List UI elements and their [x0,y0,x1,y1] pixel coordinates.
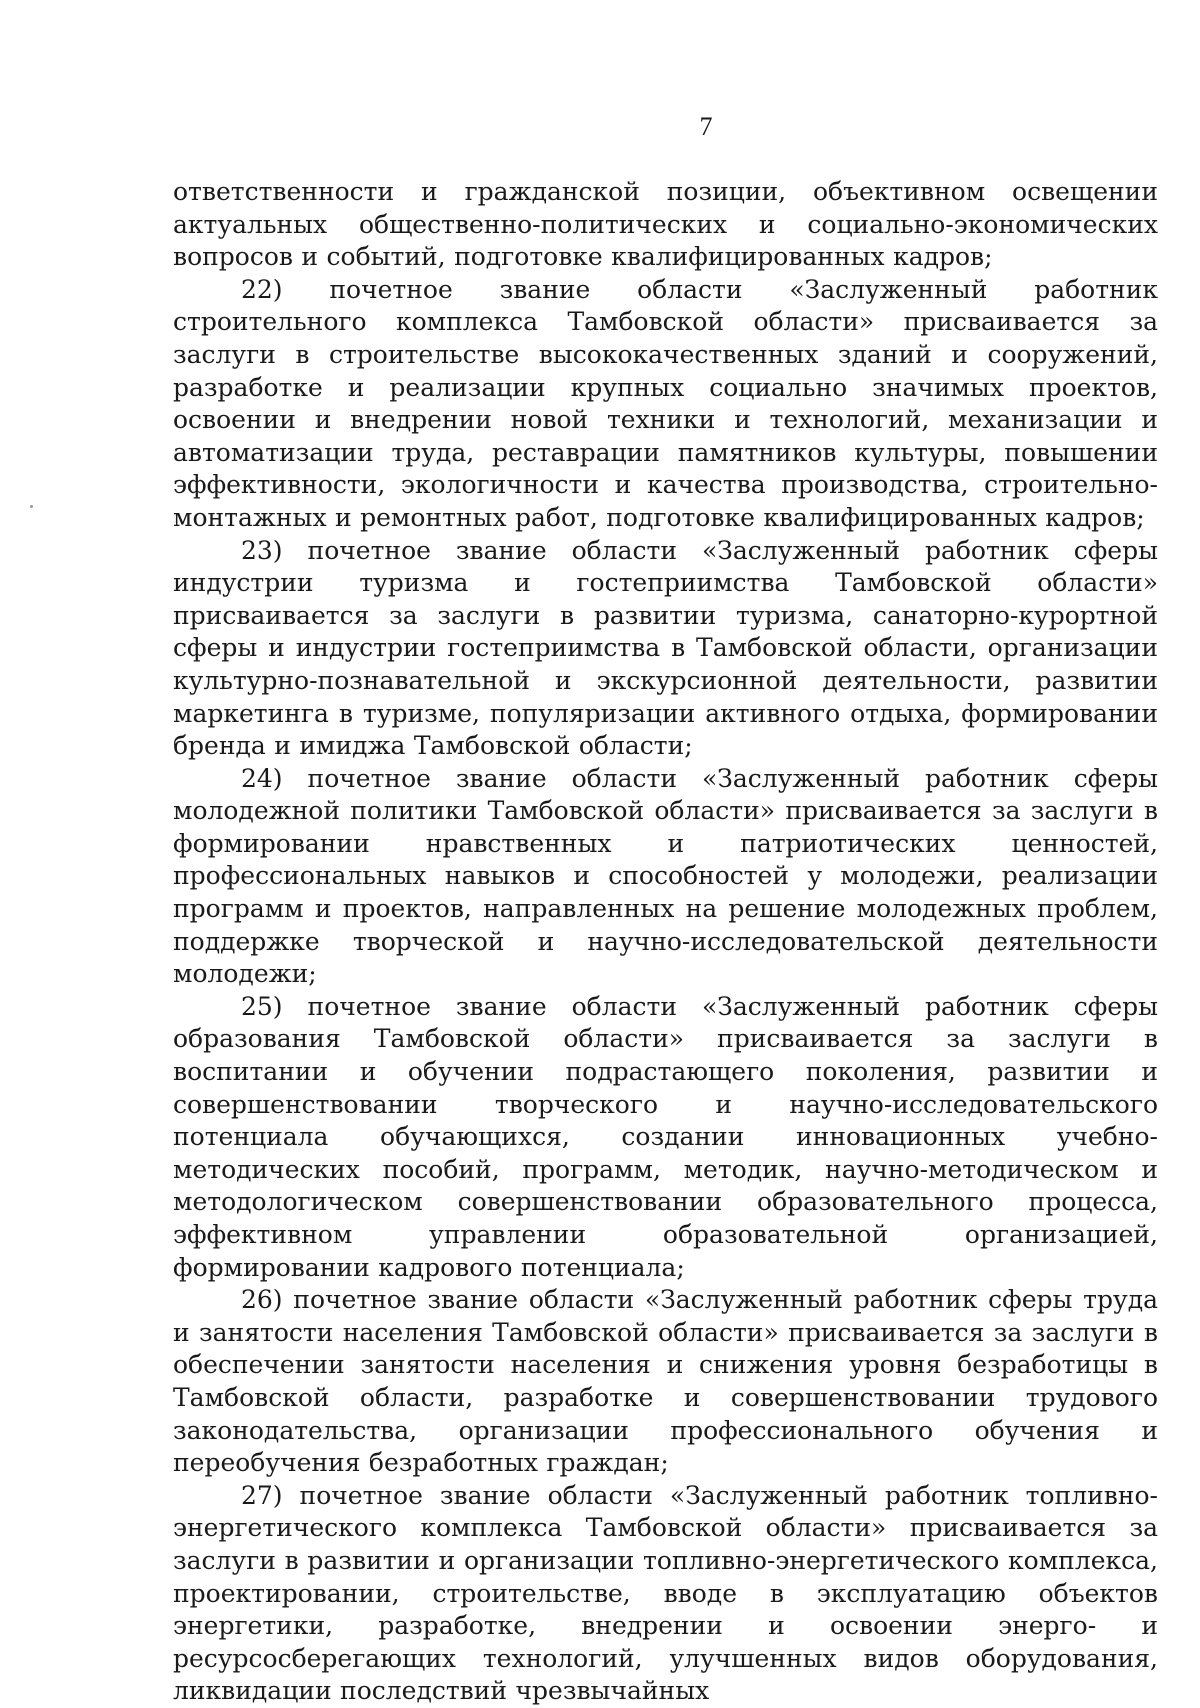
paragraph-item-23: 23) почетное звание области «Заслуженный работник сферы индустрии туризма и гостеприимства Тамбовской области» присваивается за заслуги в развитии туризма, санаторно-курортной сферы и индустрии гостеприимства в Тамбовской области, организации культурно-познавательной и экскурсионной деятельности, развитии маркетинга в туризме, популяризации активного отдыха, формировании бренда и имиджа Тамбовской области; [173,535,1158,761]
paragraph-continuation: ответственности и гражданской позиции, объективном освещении актуальных общественно-политических и социально-экономических вопросов и событий, подготовке квалифицированных кадров; [173,177,1158,272]
document-body [173,176,1158,1708]
paragraph-item-26: 26) почетное звание области «Заслуженный работник сферы труда и занятости населения Тамбовской области» присваивается за заслуги в обеспечении занятости населения и снижения уровня безработицы в Тамбовской области, разработке и совершенствовании трудового законодательства, организации профессионального обучения и переобучения безработных граждан; [173,1285,1158,1478]
scan-speck [30,505,33,508]
paragraph-item-27: 27) почетное звание области «Заслуженный работник топливно-энергетического комплекса Тамбовской области» присваивается за заслуги в развитии и организации топливно-энергетического комплекса, проектировании, строительстве, вводе в эксплуатацию объектов энергетики, разработке, внедрении и освоении энерго- и ресурсосберегающих технологий, улучшенных видов оборудования, ликвидации последствий чрезвычайных [173,1480,1158,1706]
page-number: 7 [699,112,713,141]
paragraph-item-24: 24) почетное звание области «Заслуженный работник сферы молодежной политики Тамбовской области» присваивается за заслуги в формировании нравственных и патриотических ценностей, профессиональных навыков и способностей у молодежи, реализации программ и проектов, направленных на решение молодежных проблем, поддержке творческой и научно-исследовательской деятельности молодежи; [173,763,1158,989]
paragraph-item-25: 25) почетное звание области «Заслуженный работник сферы образования Тамбовской области» присваивается за заслуги в воспитании и обучении подрастающего поколения, развитии и совершенствовании творческого и научно-исследовательского потенциала обучающихся, создании инновационных учебно-методических пособий, программ, методик, научно-методическом и методологическом совершенствовании образовательного процесса, эффективном управлении образовательной организацией, формировании кадрового потенциала; [173,991,1158,1282]
paragraph-item-22: 22) почетное звание области «Заслуженный работник строительного комплекса Тамбовской области» присваивается за заслуги в строительстве высококачественных зданий и сооружений, разработке и реализации крупных социально значимых проектов, освоении и внедрении новой техники и технологий, механизации и автоматизации труда, реставрации памятников культуры, повышении эффективности, экологичности и качества производства, строительно-монтажных и ремонтных работ, подготовке квалифицированных кадров; [173,274,1158,532]
